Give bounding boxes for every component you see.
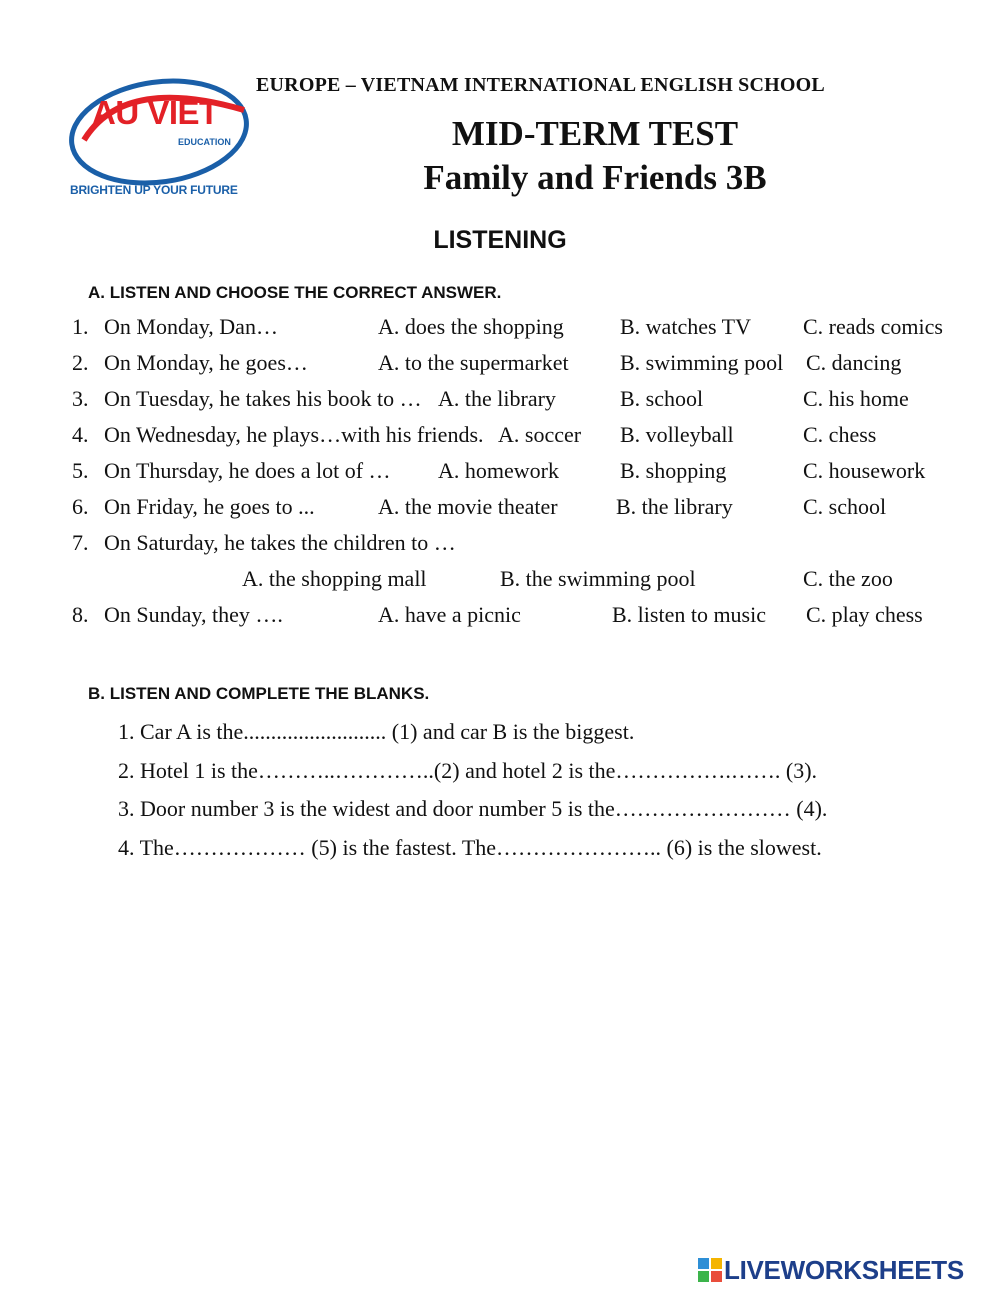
question-number: 5. <box>72 458 89 483</box>
option-a[interactable]: A. soccer <box>498 422 582 447</box>
option-b[interactable]: B. shopping <box>620 458 727 483</box>
question-row-1 <box>0 314 1000 344</box>
option-a[interactable]: A. the library <box>438 386 556 411</box>
option-b[interactable]: B. the swimming pool <box>500 566 696 591</box>
option-c[interactable]: C. play chess <box>806 602 923 627</box>
question-row-5 <box>0 458 1000 488</box>
test-title: MID-TERM TEST <box>451 114 739 153</box>
school-logo <box>64 70 254 200</box>
question-number: 8. <box>72 602 89 627</box>
option-c[interactable]: C. his home <box>803 386 909 411</box>
blank-sentence-1[interactable]: 1. Car A is the.......................... (1) and car B is the biggest. <box>118 719 635 744</box>
question-text: On Monday, he goes… <box>104 350 308 375</box>
option-a[interactable]: A. have a picnic <box>378 602 521 627</box>
logo-name: AU VIET <box>92 94 219 131</box>
question-text: On Tuesday, he takes his book to … <box>104 386 422 411</box>
question-number: 2. <box>72 350 89 375</box>
option-c[interactable]: C. chess <box>803 422 877 447</box>
option-b[interactable]: B. school <box>620 386 704 411</box>
question-row-7-options <box>0 566 1000 596</box>
option-b[interactable]: B. the library <box>616 494 733 519</box>
option-a[interactable]: A. the movie theater <box>378 494 558 519</box>
option-c[interactable]: C. reads comics <box>803 314 943 339</box>
blank-sentence-4[interactable]: 4. The……………… (5) is the fastest. The………………….. (6) is the slowest. <box>118 835 822 860</box>
question-number: 7. <box>72 530 89 555</box>
option-b[interactable]: B. listen to music <box>612 602 766 627</box>
option-a[interactable]: A. to the supermarket <box>378 350 569 375</box>
question-row-6 <box>0 494 1000 524</box>
liveworksheets-icon <box>698 1258 722 1282</box>
school-name: EUROPE – VIETNAM INTERNATIONAL ENGLISH SCHOOL <box>256 74 825 96</box>
logo-slogan: BRIGHTEN UP YOUR FUTURE <box>70 183 238 197</box>
question-row-4 <box>0 422 1000 452</box>
question-row-2 <box>0 350 1000 380</box>
question-row-3 <box>0 386 1000 416</box>
question-text: On Friday, he goes to ... <box>104 494 315 519</box>
question-number: 4. <box>72 422 89 447</box>
option-c[interactable]: C. dancing <box>806 350 902 375</box>
part-a-heading: A. LISTEN AND CHOOSE THE CORRECT ANSWER. <box>88 283 502 302</box>
option-b[interactable]: B. watches TV <box>620 314 751 339</box>
option-b[interactable]: B. volleyball <box>620 422 734 447</box>
question-text: On Sunday, they …. <box>104 602 283 627</box>
logo-subtitle: EDUCATION <box>178 137 231 147</box>
part-b-heading: B. LISTEN AND COMPLETE THE BLANKS. <box>88 684 430 703</box>
liveworksheets-brand: LIVEWORKSHEETS <box>724 1255 964 1285</box>
option-c[interactable]: C. the zoo <box>803 566 893 591</box>
question-row-8 <box>0 602 1000 632</box>
option-a[interactable]: A. homework <box>438 458 559 483</box>
option-b[interactable]: B. swimming pool <box>620 350 784 375</box>
option-a[interactable]: A. the shopping mall <box>242 566 427 591</box>
question-text: On Thursday, he does a lot of … <box>104 458 391 483</box>
section-title: LISTENING <box>433 226 567 254</box>
question-number: 1. <box>72 314 89 339</box>
question-number: 3. <box>72 386 89 411</box>
question-row-7 <box>0 530 1000 560</box>
blank-sentence-2[interactable]: 2. Hotel 1 is the………..…………..(2) and hotel 2 is the…………….……. (3). <box>118 758 818 783</box>
blank-sentence-3[interactable]: 3. Door number 3 is the widest and door number 5 is the…………………… (4). <box>118 796 828 821</box>
book-title: Family and Friends 3B <box>423 158 767 197</box>
question-text: On Monday, Dan… <box>104 314 278 339</box>
question-number: 6. <box>72 494 89 519</box>
question-text: On Wednesday, he plays…with his friends. <box>104 422 484 447</box>
question-text: On Saturday, he takes the children to … <box>104 530 456 555</box>
option-a[interactable]: A. does the shopping <box>378 314 564 339</box>
option-c[interactable]: C. school <box>803 494 887 519</box>
option-c[interactable]: C. housework <box>803 458 926 483</box>
